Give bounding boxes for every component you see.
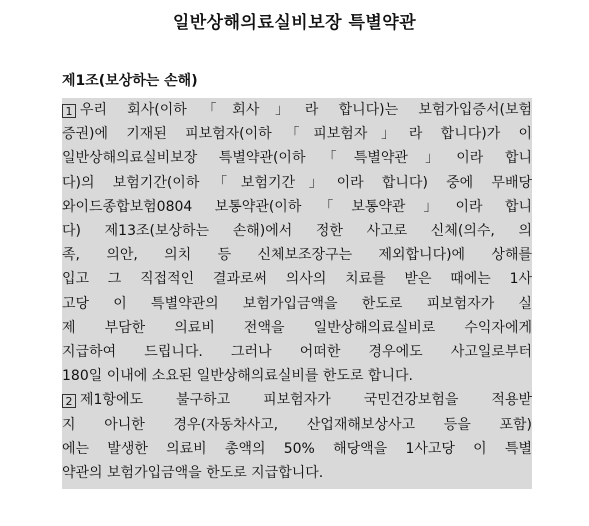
paragraph-number-1: 1 (62, 104, 76, 118)
paragraph-line: 다)의 보험기간(이하「보험기간」이라 합니다) 중에 무배당 (62, 174, 532, 191)
paragraph-line: 족, 의안, 의치 등 신체보조장구는 제외합니다)에 상해를 (62, 247, 532, 264)
paragraph-1 (62, 98, 532, 388)
paragraph-line: 와이드종합보험0804 보통약관(이하「보통약관」이라 합니 (62, 198, 532, 215)
paragraph-line: 지 아니한 경우(자동차사고, 산업재해보상사고 등을 포함) (62, 416, 532, 433)
paragraph-line (62, 388, 532, 412)
paragraph-line: 다) 제13조(보상하는 손해)에서 정한 사고로 신체(의수, 의 (62, 223, 532, 240)
paragraph-line: 고당 이 특별약관의 보험가입금액을 한도로 피보험자가 실 (62, 295, 532, 312)
paragraph-line (62, 98, 532, 122)
line-text: 제1항에도 불구하고 피보험자가 국민건강보험을 적용받 (80, 392, 532, 409)
paragraph-2 (62, 388, 532, 485)
paragraph-line: 증권)에 기재된 피보험자(이하「피보험자」라 합니다)가 이 (62, 126, 532, 143)
article-body (62, 98, 532, 489)
article-heading: 제1조(보상하는 손해) (62, 73, 198, 89)
paragraph-line: 에는 발생한 의료비 총액의 50% 해당액을 1사고당 이 특별 (62, 440, 532, 457)
line-text: 우리 회사(이하「회사」라 합니다)는 보험가입증서(보험 (80, 102, 532, 118)
paragraph-line: 180일 이내에 소요된 일반상해의료실비를 한도로 합니다. (62, 368, 413, 385)
paragraph-line: 입고 그 직접적인 결과로써 의사의 치료를 받은 때에는 1사 (62, 271, 532, 288)
document-title: 일반상해의료실비보장 특별약관 (172, 13, 417, 33)
paragraph-line: 일반상해의료실비보장 특별약관(이하「특별약관」이라 합니 (62, 150, 532, 167)
paragraph-line: 지급하여 드립니다. 그러나 어떠한 경우에도 사고일로부터 (62, 344, 532, 361)
paragraph-line: 약관의 보험가입금액을 한도로 지급합니다. (62, 465, 324, 482)
paragraph-line: 제 부담한 의료비 전액을 일반상해의료실비로 수익자에게 (62, 319, 532, 336)
paragraph-number-2: 2 (62, 394, 76, 408)
